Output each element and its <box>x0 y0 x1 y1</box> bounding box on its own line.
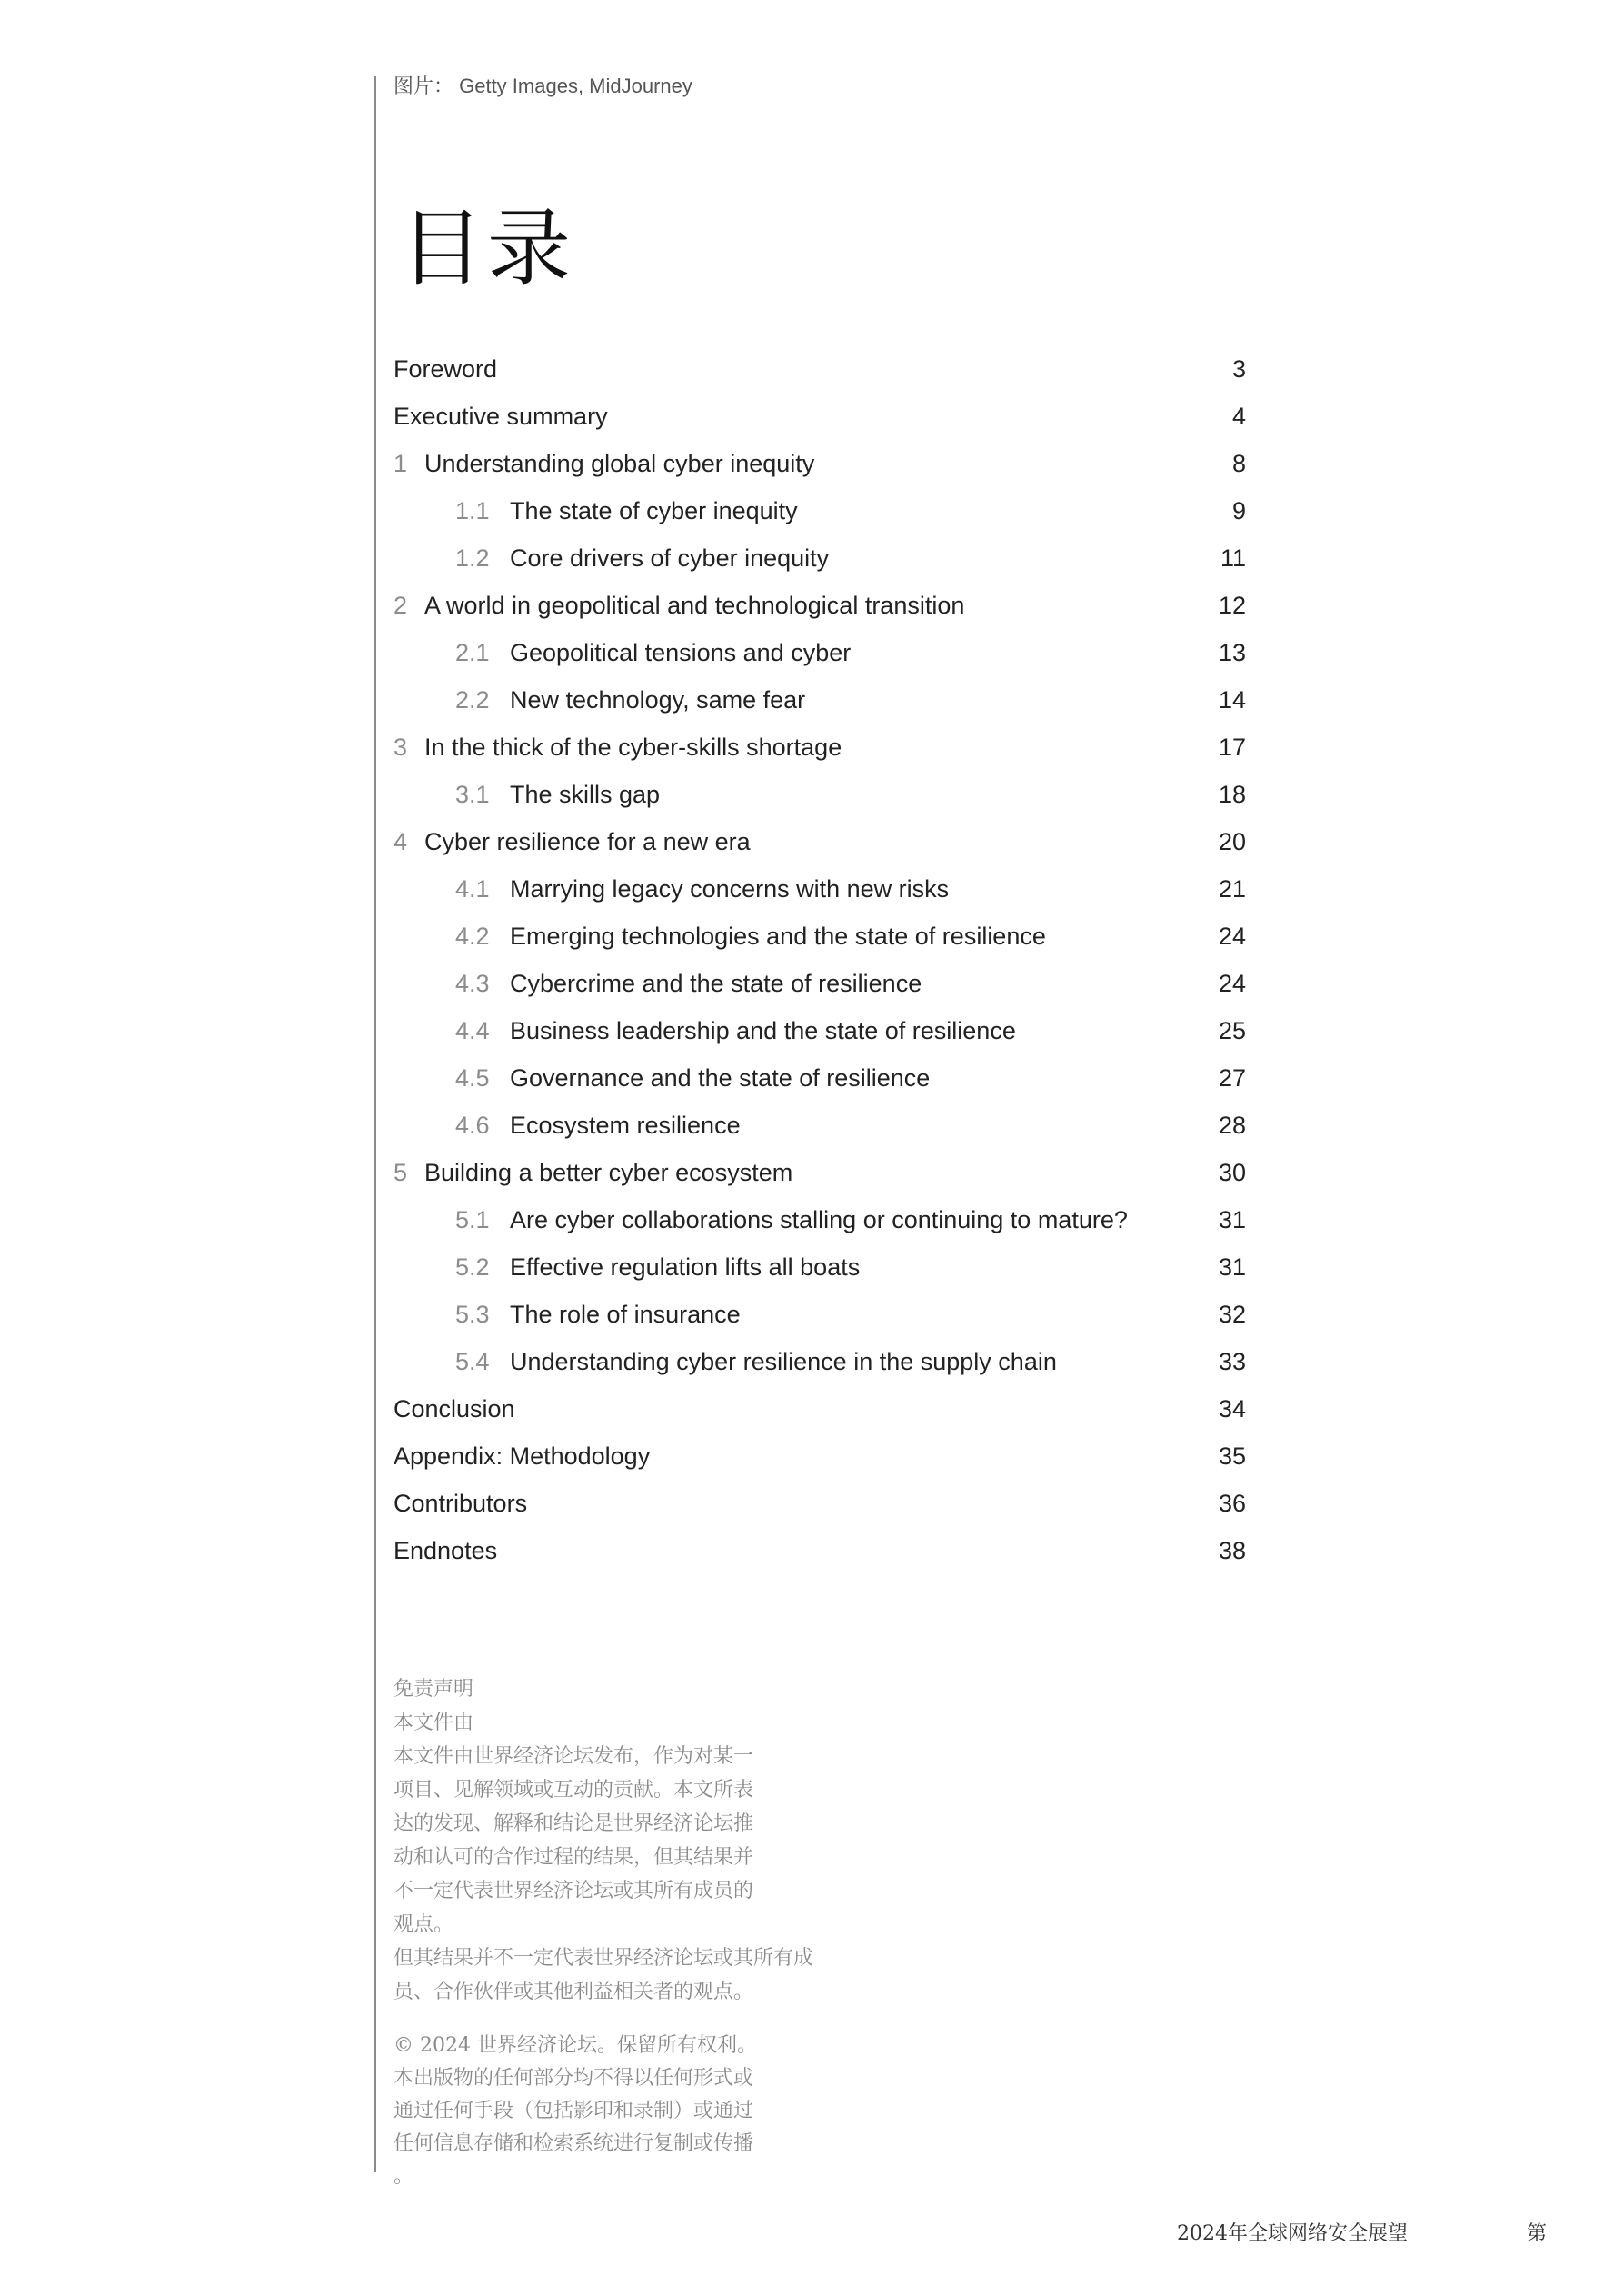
toc-entry-label: Endnotes <box>394 1537 498 1564</box>
toc-entry-page: 17 <box>1218 734 1246 761</box>
toc-entry-label: New technology, same fear <box>510 686 806 714</box>
copyright-line: 。 <box>394 2165 414 2188</box>
toc-entry[interactable] <box>394 960 1246 1007</box>
toc-entry[interactable] <box>394 534 1246 582</box>
disclaimer-line: 本文件由世界经济论坛发布，作为对某一 <box>394 1745 754 1768</box>
toc-entry-page: 24 <box>1218 923 1246 950</box>
toc-entry-page: 28 <box>1218 1112 1246 1139</box>
toc-entry-page: 36 <box>1218 1490 1246 1517</box>
toc-entry-number: 5.3 <box>455 1301 490 1328</box>
toc-entry-label: Governance and the state of resilience <box>510 1064 931 1092</box>
toc-entry-number: 4.1 <box>455 875 490 903</box>
toc-entry[interactable] <box>394 1291 1246 1338</box>
disclaimer-line: 达的发现、解释和结论是世界经济论坛推 <box>394 1812 754 1835</box>
toc-entry-page: 3 <box>1231 355 1246 383</box>
toc-entry-number: 3 <box>394 734 408 761</box>
toc-entry-label: A world in geopolitical and technological transition <box>424 592 965 619</box>
toc-entry-number: 4 <box>394 828 408 855</box>
toc-entry-number: 5.4 <box>455 1348 490 1375</box>
toc-entry-page: 14 <box>1218 686 1246 714</box>
table-of-contents <box>394 345 1246 1574</box>
toc-entry[interactable] <box>394 629 1246 676</box>
disclaimer-line: 项目、见解领域或互动的贡献。本文所表 <box>394 1779 754 1802</box>
copyright-line: 通过任何手段（包括影印和录制）或通过 <box>394 2100 754 2122</box>
toc-entry-page: 31 <box>1218 1206 1246 1233</box>
toc-entry[interactable] <box>394 676 1246 724</box>
toc-entry-label: The state of cyber inequity <box>510 497 798 524</box>
image-credit: 图片： Getty Images, MidJourney <box>394 75 692 97</box>
toc-entry[interactable] <box>394 1433 1246 1480</box>
toc-entry-label: Appendix: Methodology <box>394 1442 651 1470</box>
toc-entry[interactable] <box>394 440 1246 487</box>
toc-entry-label: Marrying legacy concerns with new risks <box>510 875 950 903</box>
toc-entry[interactable] <box>394 1480 1246 1527</box>
toc-entry[interactable] <box>394 1527 1246 1574</box>
toc-entry-label: The skills gap <box>510 781 661 808</box>
toc-entry-number: 5.1 <box>455 1206 490 1233</box>
toc-entry-page: 4 <box>1231 403 1246 430</box>
toc-entry-number: 2.1 <box>455 639 490 666</box>
footer-page-label: 第 <box>1527 2222 1548 2245</box>
toc-entry-page: 8 <box>1231 450 1246 477</box>
toc-entry-label: The role of insurance <box>510 1301 741 1328</box>
toc-entry[interactable] <box>394 487 1246 534</box>
toc-entry[interactable] <box>394 913 1246 960</box>
toc-entry-label: Core drivers of cyber inequity <box>510 544 830 572</box>
toc-entry-page: 35 <box>1218 1442 1246 1470</box>
disclaimer-block <box>394 1672 866 2009</box>
toc-entry-label: In the thick of the cyber-skills shortage <box>424 734 842 761</box>
toc-entry[interactable] <box>394 818 1246 865</box>
toc-entry-page: 24 <box>1218 970 1246 997</box>
toc-entry-number: 4.3 <box>455 970 490 997</box>
disclaimer-line: 员、合作伙伴或其他利益相关者的观点。 <box>394 1981 754 2003</box>
toc-entry-number: 2 <box>394 592 408 619</box>
disclaimer-heading: 免责声明 <box>394 1678 474 1701</box>
toc-entry-label: Cybercrime and the state of resilience <box>510 970 922 997</box>
toc-entry[interactable] <box>394 865 1246 913</box>
toc-entry-number: 5 <box>394 1159 408 1186</box>
toc-entry[interactable] <box>394 1243 1246 1291</box>
toc-entry[interactable] <box>394 771 1246 818</box>
disclaimer-line: 本文件由 <box>394 1712 474 1734</box>
toc-entry-page: 18 <box>1218 781 1246 808</box>
toc-entry-label: Cyber resilience for a new era <box>424 828 751 855</box>
disclaimer-line: 不一定代表世界经济论坛或其所有成员的 <box>394 1880 754 1902</box>
toc-entry-label: Foreword <box>394 355 498 383</box>
toc-entry-label: Geopolitical tensions and cyber <box>510 639 852 666</box>
toc-entry-page: 12 <box>1218 592 1246 619</box>
toc-entry-page: 25 <box>1218 1017 1246 1044</box>
toc-entry-number: 4.2 <box>455 923 490 950</box>
footer-title: 2024年全球网络安全展望 <box>1177 2222 1408 2245</box>
toc-entry-number: 5.2 <box>455 1253 490 1281</box>
toc-entry-label: Understanding global cyber inequity <box>424 450 815 477</box>
margin-rule <box>374 76 376 2172</box>
toc-entry[interactable] <box>394 724 1246 771</box>
toc-entry-number: 1.1 <box>455 497 490 524</box>
toc-entry-number: 1 <box>394 450 408 477</box>
copyright-line: © 2024 世界经济论坛。保留所有权利。 <box>394 2034 757 2057</box>
toc-entry-label: Are cyber collaborations stalling or continuing to mature? <box>510 1206 1128 1233</box>
toc-entry-number: 1.2 <box>455 544 490 572</box>
copyright-line: 本出版物的任何部分均不得以任何形式或 <box>394 2067 754 2090</box>
toc-entry-page: 9 <box>1231 497 1246 524</box>
toc-entry-number: 4.6 <box>455 1112 490 1139</box>
copyright-line: 任何信息存储和检索系统进行复制或传播 <box>394 2132 754 2155</box>
toc-entry-label: Business leadership and the state of resilience <box>510 1017 1016 1044</box>
toc-entry-page: 13 <box>1218 639 1246 666</box>
toc-entry-label: Emerging technologies and the state of resilience <box>510 923 1046 950</box>
toc-entry[interactable] <box>394 345 1246 393</box>
toc-entry[interactable] <box>394 1196 1246 1243</box>
copyright-block <box>394 2030 866 2193</box>
toc-entry-page: 33 <box>1218 1348 1246 1375</box>
toc-entry[interactable] <box>394 393 1246 440</box>
toc-entry-label: Effective regulation lifts all boats <box>510 1253 861 1281</box>
disclaimer-line: 但其结果并不一定代表世界经济论坛或其所有成 <box>394 1947 814 1970</box>
toc-entry-label: Ecosystem resilience <box>510 1112 741 1139</box>
toc-entry[interactable] <box>394 582 1246 629</box>
toc-entry-label: Executive summary <box>394 403 608 430</box>
toc-entry[interactable] <box>394 1385 1246 1433</box>
toc-entry-page: 31 <box>1218 1253 1246 1281</box>
page-title: 目录 <box>400 200 575 297</box>
toc-entry-page: 21 <box>1218 875 1246 903</box>
toc-entry-page: 32 <box>1218 1301 1246 1328</box>
toc-entry-number: 4.5 <box>455 1064 490 1092</box>
toc-entry[interactable] <box>394 1054 1246 1102</box>
toc-entry-page: 38 <box>1218 1537 1246 1564</box>
toc-entry-label: Conclusion <box>394 1395 515 1423</box>
disclaimer-line: 动和认可的合作过程的结果，但其结果并 <box>394 1846 754 1869</box>
toc-entry-page: 30 <box>1218 1159 1246 1186</box>
toc-entry-label: Building a better cyber ecosystem <box>424 1159 793 1186</box>
toc-entry-label: Understanding cyber resilience in the supply chain <box>510 1348 1057 1375</box>
toc-entry[interactable] <box>394 1102 1246 1149</box>
toc-entry-number: 4.4 <box>455 1017 490 1044</box>
toc-entry-page: 27 <box>1218 1064 1246 1092</box>
toc-entry-label: Contributors <box>394 1490 528 1517</box>
disclaimer-line: 观点。 <box>394 1913 454 1936</box>
toc-entry[interactable] <box>394 1338 1246 1385</box>
toc-entry[interactable] <box>394 1149 1246 1196</box>
toc-entry[interactable] <box>394 1007 1246 1054</box>
toc-entry-number: 3.1 <box>455 781 490 808</box>
toc-entry-page: 11 <box>1220 544 1246 572</box>
toc-entry-page: 34 <box>1218 1395 1246 1423</box>
toc-entry-number: 2.2 <box>455 686 490 714</box>
toc-entry-page: 20 <box>1218 828 1246 855</box>
